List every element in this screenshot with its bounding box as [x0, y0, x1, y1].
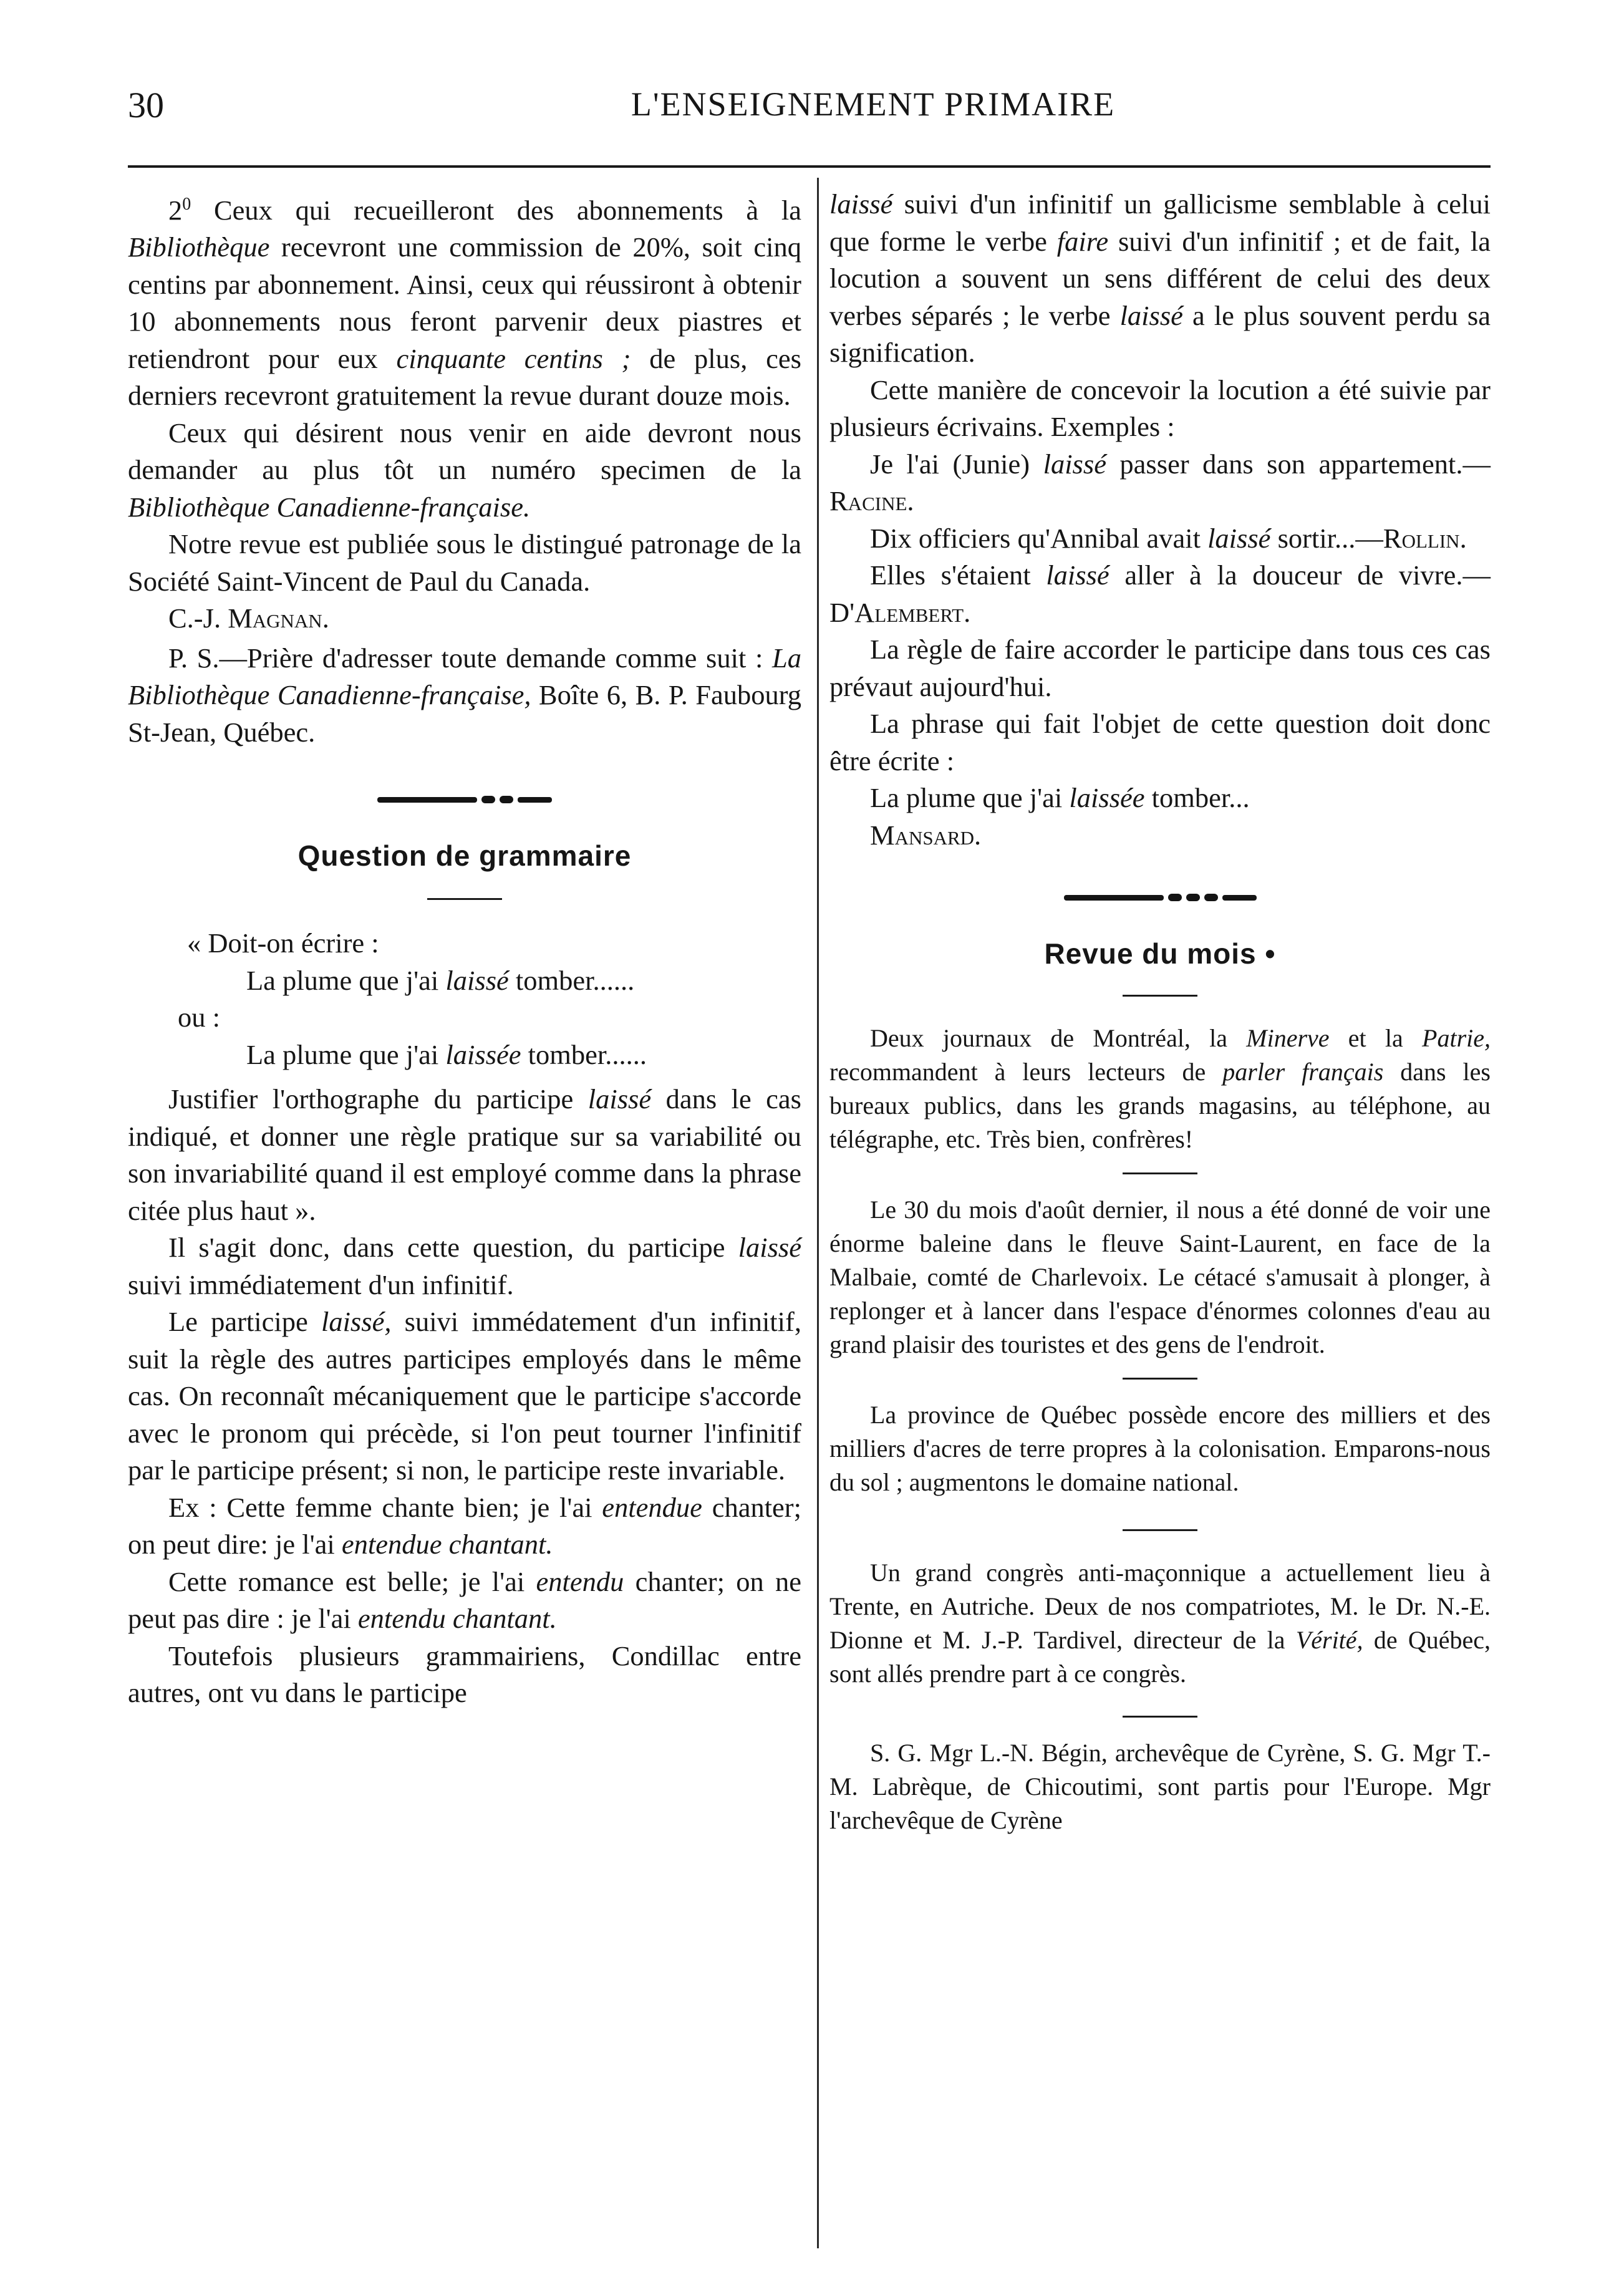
- news-item-colonisation: La province de Québec possède encore des milliers et des milliers d'acres de terre propres à la colonisation. Emparons-nous du sol ; augmentons le domaine national.: [829, 1401, 1491, 1496]
- paragraph-justifier: Justifier l'orthographe du participe laissé dans le cas indiqué, et donner une règle pratique sur sa variabilité ou son invariabilité quand il est employé comme dans la phrase citée plus haut ».: [128, 1083, 801, 1226]
- column-rule: [817, 178, 819, 2248]
- paragraph-commission: $2^0$ Ceux qui recueilleront des abonnements à la Bibliothèque recevront une commission de 20%, soit cinq centins par abonnement. Ainsi, ceux qui réussiront à obtenir 10 abonnements nous feront parvenir deux piastres et retiendront pour eux cinquante centins ; de plus, ces derniers recevront gratuitement la revue durant douze mois.: [128, 194, 801, 412]
- section-ornament: [128, 787, 801, 812]
- postscript: P. S.—Prière d'adresser toute demande comme suit : La Bibliothèque Canadienne-française, Boîte 6, B. P. Faubourg St-Jean, Québec.: [128, 642, 802, 748]
- page-number: 30: [128, 85, 164, 125]
- section-ornament-right: [829, 885, 1491, 910]
- signature-magnan: C.-J. Magnan.: [168, 602, 329, 634]
- news-item-congres: Un grand congrès anti-maçonnique a actuellement lieu à Trente, en Autriche. Deux de nos compatriotes, M. le Dr. N.-E. Dionne et M. J.-P. Tardivel, directeur de la Vérité, de Québec, sont allés prendre part à ce congrès.: [829, 1559, 1491, 1688]
- example-racine: Je l'ai (Junie) laissé passer dans son appartement.—Racine.: [829, 448, 1491, 516]
- example-rollin: Dix officiers qu'Annibal avait laissé sortir...—Rollin.: [870, 522, 1467, 554]
- news-separator: [1123, 1529, 1197, 1531]
- news-item-europe: S. G. Mgr L.-N. Bégin, archevêque de Cyrène, S. G. Mgr T.-M. Labrèque, de Chicoutimi, sont partis pour l'Europe. Mgr l'archevêque de Cyrène: [829, 1739, 1491, 1834]
- paragraph-plume: La plume que j'ai laissée tomber...: [870, 782, 1250, 813]
- section-title-revue: Revue du mois •: [1044, 937, 1276, 970]
- news-item-baleine: Le 30 du mois d'août dernier, il nous a été donné de voir une énorme baleine dans le fleuve Saint-Laurent, en face de la Malbaie, comté de Charlevoix. Le cétacé s'amusait à plonger, à replonger et à lancer dans l'espace d'énormes colonnes d'eau au grand plaisir des touristes et des gens de l'endroit.: [829, 1196, 1491, 1358]
- signature-mansard: Mansard.: [870, 819, 982, 851]
- paragraph-exemple-2: Cette romance est belle; je l'ai entendu chanter; on ne peut pas dire : je l'ai entendu chantant.: [128, 1565, 801, 1635]
- news-separator: [1123, 1172, 1197, 1174]
- paragraph-gallicisme: laissé suivi d'un infinitif un gallicisme semblable à celui que forme le verbe faire suivi d'un infinitif ; et de fait, la locution a souvent un sens différent de celui des deux verbes séparés ; le verbe laissé a le plus souvent perdu sa signification.: [829, 188, 1491, 368]
- news-item-journaux: Deux journaux de Montréal, la Minerve et la Patrie, recommandent à leurs lecteurs de parler français dans les bureaux publics, dans les grands magasins, au téléphone, au télégraphe, etc. Très bien, confrères!: [829, 1024, 1491, 1153]
- title-rule-right: [1123, 995, 1197, 997]
- paragraph-specimen: Ceux qui désirent nous venir en aide devront nous demander au plus tôt un numéro specimen de la Bibliothèque Canadienne-française.: [128, 417, 801, 523]
- quote-line-3: ou :: [178, 1002, 220, 1033]
- section-title-grammaire: Question de grammaire: [297, 839, 632, 873]
- paragraph-regle-accord: La règle de faire accorder le participe dans tous ces cas prévaut aujourd'hui.: [829, 634, 1491, 702]
- paragraph-patronage: Notre revue est publiée sous le distingué patronage de la Société Saint-Vincent de Paul du Canada.: [128, 528, 801, 597]
- running-title: L'ENSEIGNEMENT PRIMAIRE: [631, 85, 1116, 123]
- right-column: [829, 186, 1491, 1837]
- paragraph-maniere: Cette manière de concevoir la locution a été suivie par plusieurs écrivains. Exemples :: [829, 374, 1491, 442]
- header-rule: [128, 165, 1491, 168]
- title-rule: [427, 898, 502, 900]
- news-separator: [1123, 1378, 1197, 1380]
- news-separator: [1123, 1716, 1197, 1718]
- quote-line-2: La plume que j'ai laissé tomber......: [246, 964, 635, 996]
- paragraph-exemple-1: Ex : Cette femme chante bien; je l'ai entendue chanter; on peut dire: je l'ai entendue chantant.: [128, 1491, 801, 1560]
- left-column: [128, 186, 801, 1712]
- paragraph-toutefois: Toutefois plusieurs grammairiens, Condillac entre autres, ont vu dans le participe: [128, 1640, 801, 1709]
- example-dalembert: Elles s'étaient laissé aller à la douceur de vivre.—D'Alembert.: [829, 559, 1491, 628]
- quote-line-1: « Doit-on écrire :: [187, 927, 379, 959]
- quote-line-4: La plume que j'ai laissée tomber......: [246, 1038, 647, 1070]
- paragraph-regle: Le participe laissé, suivi immédatement d'un infinitif, suit la règle des autres participes employés dans le même cas. On reconnaît mécaniquement que le participe s'accorde avec le pronom qui précède, si l'on peut tourner l'infinitif par le participe présent; si non, le participe reste invariable.: [128, 1306, 801, 1486]
- paragraph-phrase: La phrase qui fait l'objet de cette question doit donc être écrite :: [829, 708, 1491, 776]
- paragraph-il-sagit: Il s'agit donc, dans cette question, du participe laissé suivi immédiatement d'un infinitif.: [128, 1232, 801, 1300]
